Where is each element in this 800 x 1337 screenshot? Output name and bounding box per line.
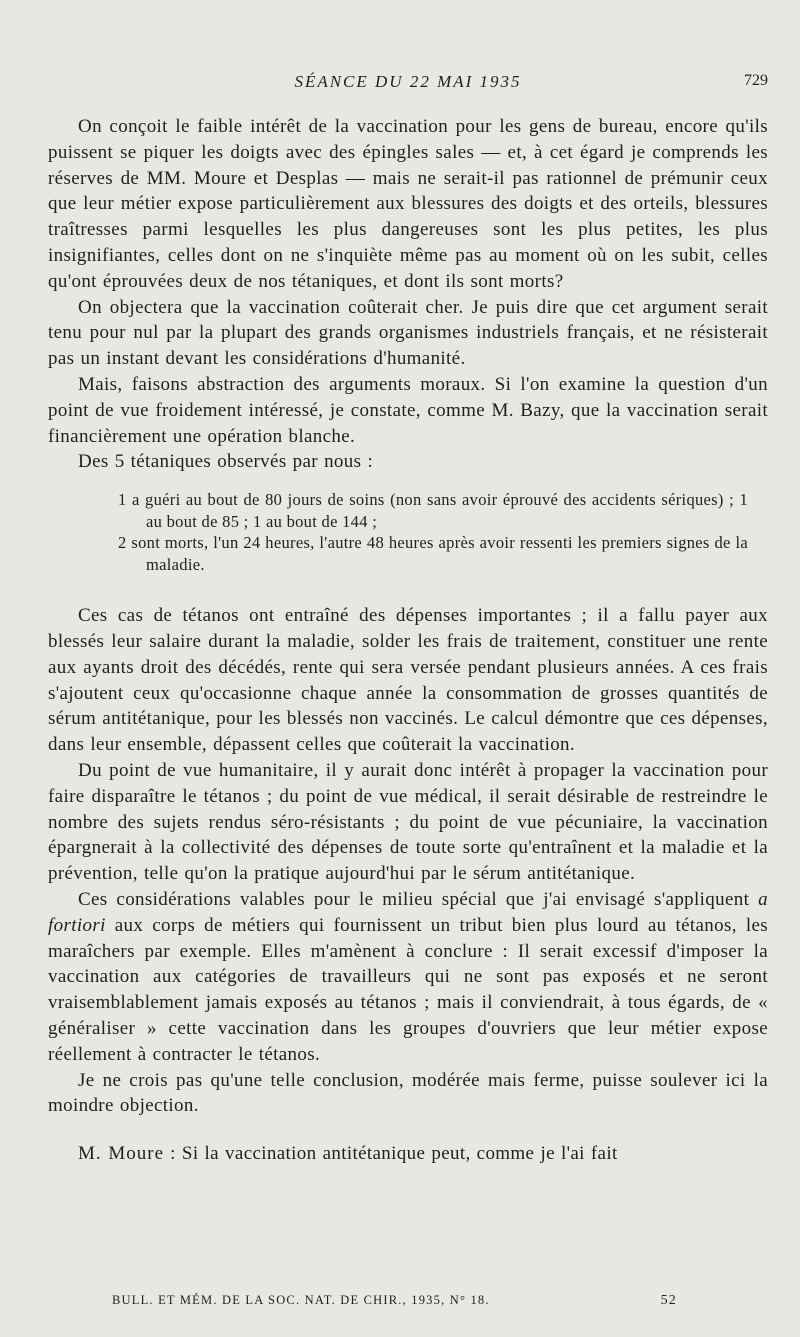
paragraph-expenses: Ces cas de tétanos ont entraîné des dépenses importantes ; il a fallu payer aux blessés leur salaire durant la maladie, solder les frais de traitement, constituer une rente aux ayants droit des décédés, rente qui sera versée pendant plusieurs années. A ces frais s'ajoutent ceux qu'occasionne chaque année la consommation de grosses quantités de sérum antitétanique, pour les blessés non vaccinés. Le calcul démontre que ces dépenses, dans leur ensemble, dépassent celles que coûterait la vaccination. [48,605,768,756]
paragraph-financial-argument: Mais, faisons abstraction des arguments moraux. Si l'on examine la question d'un point de vue froidement intéressé, je constate, comme M. Bazy, que la vaccination serait financièrement une opération blanche. [48,373,768,447]
running-title: SÉANCE DU 22 MAI 1935 [294,72,522,91]
list-item-deceased: 2 sont morts, l'un 24 heures, l'autre 48 heures après avoir ressenti les premiers signes de la maladie. [118,533,748,574]
list-item-recovered: 1 a guéri au bout de 80 jours de soins (non sans avoir éprouvé des accidents sériques) ; 1 au bout de 85 ; 1 au bout de 144 ; [118,490,748,531]
footer-citation: BULL. ET MÉM. DE LA SOC. NAT. DE CHIR., 1935, N° 18. [112,1293,490,1307]
paragraph-moure-intervention [48,1141,768,1167]
paragraph-conclusion-start: Ces considérations valables pour le milieu spécial que j'ai envisagé s'appliquent [78,888,750,910]
speaker-text: : Si la vaccination antitétanique peut, comme je l'ai fait [170,1143,618,1165]
body-text [48,114,768,1167]
paragraph-conclusion [48,887,768,1068]
paragraph-conclusion-end: aux corps de métiers qui fournissent un tribut bien plus lourd au tétanos, les maraîchers par exemple. Elles m'amènent à conclure : Il serait excessif d'imposer la vaccination aux catégories de travailleurs qui ne sont pas exposés et ne seront vraisemblablement jamais exposés au tétanos ; mais il conviendrait, à tous égards, de « généraliser » cette vaccination dans les groupes d'ouvriers que leur métier expose réellement à contracter le tétanos. [48,914,768,1065]
paragraph-final-remark: Je ne crois pas qu'une telle conclusion, modérée mais ferme, puisse soulever ici la moindre objection. [48,1069,768,1117]
speaker-name: M. Moure [78,1143,165,1165]
paragraph-cases-intro: Des 5 tétaniques observés par nous : [78,451,374,473]
paragraph-humanitarian: Du point de vue humanitaire, il y aurait donc intérêt à propager la vaccination pour faire disparaître le tétanos ; du point de vue médical, il serait désirable de restreindre le nombre des sujets rendus séro-résistants ; du point de vue pécuniaire, la vaccination épargnerait à la collectivité des dépenses de toute sorte qu'entraînent et la maladie et la prévention, telle qu'on la pratique aujourd'hui par le sérum antitétanique. [48,759,768,885]
paragraph-cost-objection: On objectera que la vaccination coûterait cher. Je puis dire que cet argument serait tenu pour nul par la plupart des grands organismes industriels français, et ne résisterait pas un instant devant les considérations d'humanité. [48,296,768,370]
a-fortiori-italic: a fortiori [48,888,768,936]
running-head [48,72,768,96]
paragraph-vaccination-interest: On conçoit le faible intérêt de la vaccination pour les gens de bureau, encore qu'ils puissent se piquer les doigts avec des épingles sales — et, à cet égard je comprends les réserves de MM. Moure et Desplas — mais ne serait-il pas rationnel de prémunir ceux que leur métier expose particulièrement aux blessures des doigts et des orteils, blessures traîtresses parmi lesquelles les plus dangereuses sont les plus petites, les plus insignifiantes, celles dont on ne s'inquiète même pas au moment où on les subit, celles qu'ont éprouvées deux de nos tétaniques, et dont ils sont morts? [48,116,768,292]
cases-list [48,489,768,575]
footer-signature: 52 [660,1293,677,1308]
page-number: 729 [744,72,768,89]
